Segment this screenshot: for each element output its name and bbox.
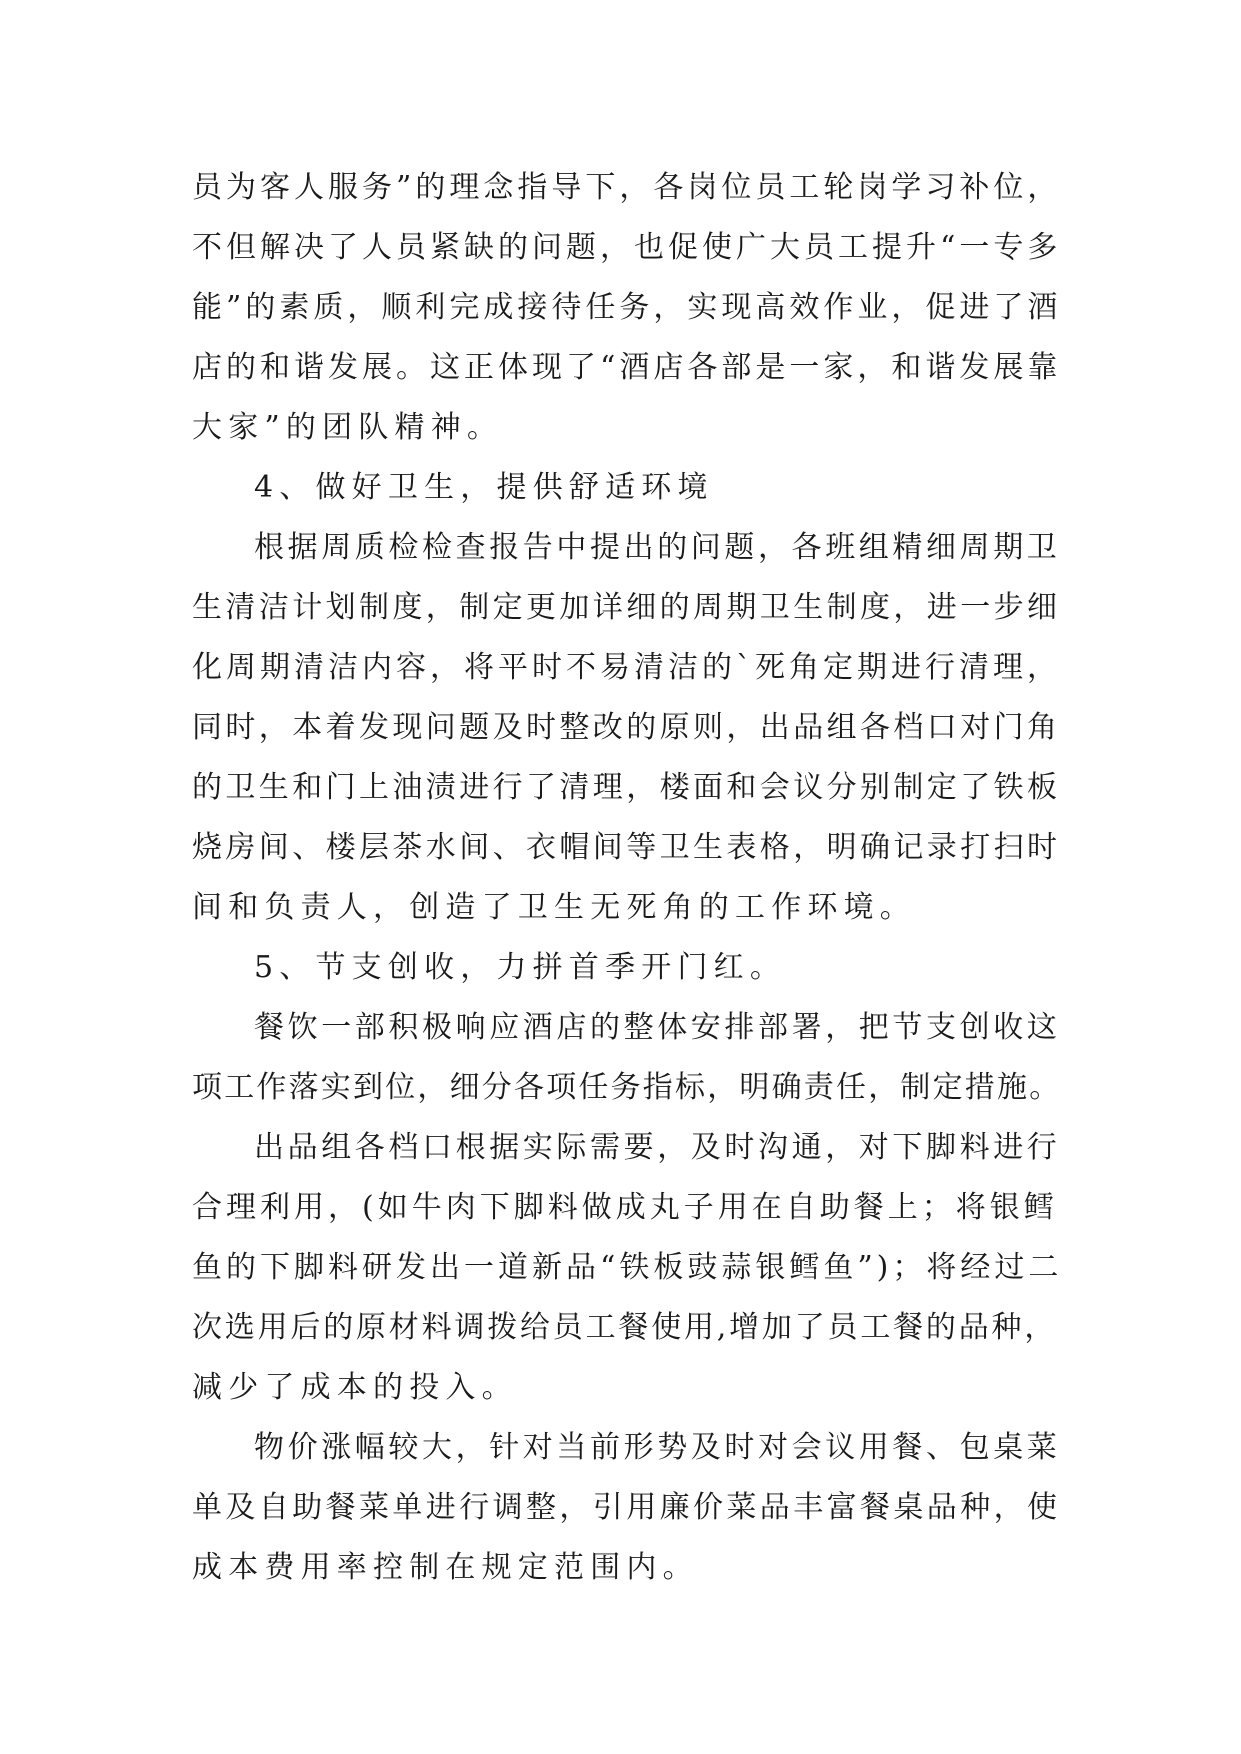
- text-line: 餐饮一部积极响应酒店的整体安排部署，把节支创收这: [254, 1010, 1061, 1045]
- text-line: 次选用后的原材料调拨给员工餐使用,增加了员工餐的品种，: [192, 1310, 1058, 1345]
- text-line: 成本费用率控制在规定范围内。: [192, 1550, 699, 1585]
- text-line: 的卫生和门上油渍进行了清理，楼面和会议分别制定了铁板: [192, 770, 1061, 805]
- text-line: 5、节支创收，力拼首季开门红。: [254, 950, 787, 985]
- text-line: 单及自助餐菜单进行调整，引用廉价菜品丰富餐桌品种，使: [192, 1490, 1061, 1525]
- text-line: 物价涨幅较大，针对当前形势及时对会议用餐、包桌菜: [254, 1430, 1061, 1465]
- text-line: 烧房间、楼层茶水间、衣帽间等卫生表格，明确记录打扫时: [192, 830, 1061, 865]
- text-line: 项工作落实到位，细分各项任务指标，明确责任，制定措施。: [192, 1070, 1062, 1105]
- text-line: 出品组各档口根据实际需要，及时沟通，对下脚料进行: [254, 1130, 1061, 1165]
- text-line: 员为客人服务”的理念指导下，各岗位员工轮岗学习补位，: [192, 170, 1062, 205]
- text-line: 店的和谐发展。这正体现了“酒店各部是一家，和谐发展靠: [192, 350, 1062, 385]
- text-line: 减少了成本的投入。: [192, 1370, 518, 1405]
- text-line: 化周期清洁内容，将平时不易清洁的`死角定期进行清理，: [192, 650, 1061, 685]
- text-line: 间和负责人，创造了卫生无死角的工作环境。: [192, 890, 916, 925]
- text-line: 4、做好卫生，提供舒适环境: [254, 470, 714, 505]
- text-line: 大家”的团队精神。: [192, 410, 504, 445]
- text-line: 根据周质检检查报告中提出的问题，各班组精细周期卫: [254, 530, 1061, 565]
- text-line: 合理利用，(如牛肉下脚料做成丸子用在自助餐上；将银鳕: [192, 1190, 1058, 1225]
- text-line: 鱼的下脚料研发出一道新品“铁板豉蒜银鳕鱼”)；将经过二: [192, 1250, 1063, 1285]
- text-line: 能”的素质，顺利完成接待任务，实现高效作业，促进了酒: [192, 290, 1062, 325]
- document-body: [192, 158, 1062, 1598]
- text-line: 同时，本着发现问题及时整改的原则，出品组各档口对门角: [192, 710, 1061, 745]
- text-line: 不但解决了人员紧缺的问题，也促使广大员工提升“一专多: [192, 230, 1062, 265]
- text-line: 生清洁计划制度，制定更加详细的周期卫生制度，进一步细: [192, 590, 1061, 625]
